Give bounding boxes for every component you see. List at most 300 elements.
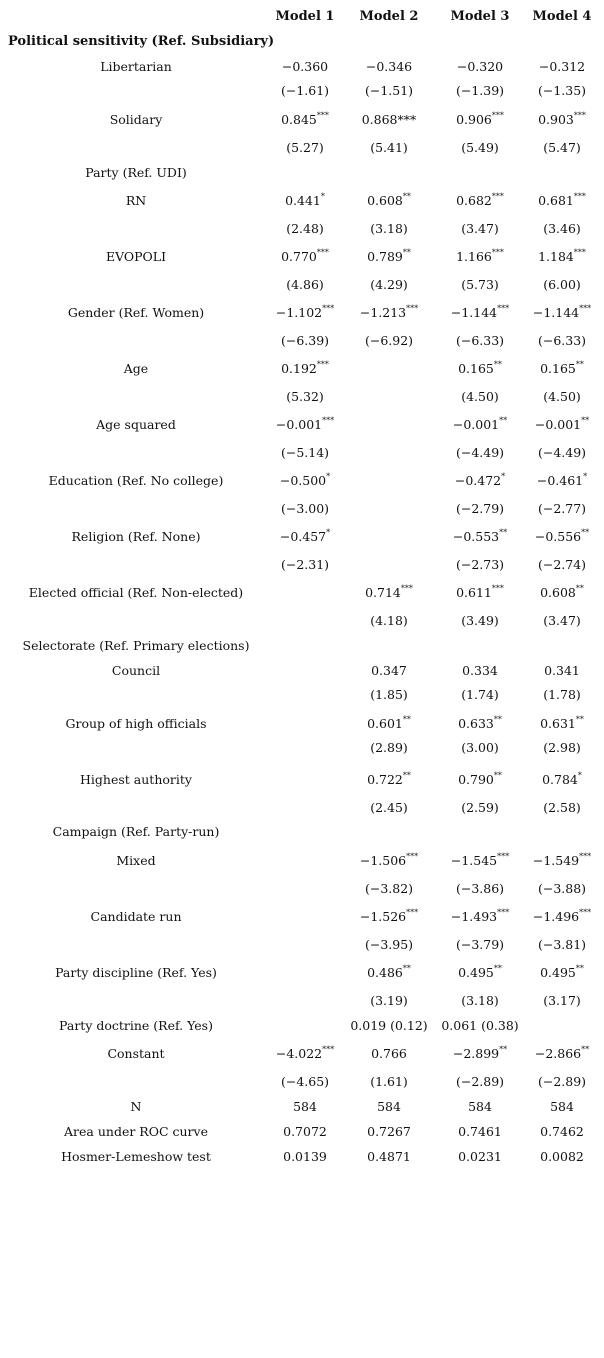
cell-value: (5.32) <box>286 389 324 404</box>
cell-value: −1.493 <box>450 909 498 924</box>
significance-stars: *** <box>322 416 335 425</box>
cell-value: 0.165 <box>540 361 576 376</box>
cell-value: −1.144 <box>532 305 580 320</box>
cell-model-3 <box>440 274 520 296</box>
cell-model-1 <box>265 246 345 268</box>
cell-value: (4.50) <box>543 389 581 404</box>
cell-model-4 <box>522 713 602 735</box>
cell-model-3 <box>440 713 520 735</box>
cell-model-4 <box>522 582 602 604</box>
cell-model-3 <box>440 797 520 819</box>
cell-model-4 <box>522 80 602 102</box>
significance-stars: *** <box>579 304 592 313</box>
cell-value: 0.722 <box>367 772 403 787</box>
cell-model-4 <box>522 218 602 240</box>
table-row <box>0 660 604 682</box>
cell-value: (5.41) <box>370 140 408 155</box>
cell-value: (2.59) <box>461 800 499 815</box>
cell-value: −4.022 <box>275 1046 323 1061</box>
header-row <box>0 6 604 28</box>
cell-value: (1.61) <box>370 1074 408 1089</box>
cell-model-2 <box>349 1146 429 1168</box>
cell-value: (−4.49) <box>455 445 505 460</box>
cell-model-2 <box>349 660 429 682</box>
cell-value: 584 <box>550 1099 574 1114</box>
cell-model-1 <box>265 1071 345 1093</box>
variable-label: RN <box>125 193 147 208</box>
cell-value: (−2.73) <box>455 557 505 572</box>
variable-label: Gender (Ref. Women) <box>67 305 205 320</box>
cell-model-2 <box>349 1015 429 1037</box>
significance-stars: *** <box>406 852 419 861</box>
cell-model-4 <box>522 1096 602 1118</box>
significance-stars: *** <box>579 908 592 917</box>
cell-value: (3.19) <box>370 993 408 1008</box>
cell-value: 0.7072 <box>283 1124 327 1139</box>
cell-value: 0.441 <box>285 193 321 208</box>
cell-value: 0.347 <box>371 663 407 678</box>
cell-value: −0.312 <box>538 59 586 74</box>
variable-label: Mixed <box>116 853 156 868</box>
cell-value: (−2.74) <box>537 557 587 572</box>
cell-value: 0.903 <box>538 112 574 127</box>
cell-model-1 <box>265 137 345 159</box>
table-row <box>0 1043 604 1065</box>
cell-model-2 <box>349 1043 429 1065</box>
cell-value: 0.784 <box>542 772 578 787</box>
cell-value: 0.7267 <box>367 1124 411 1139</box>
table-row <box>0 498 604 520</box>
cell-model-2 <box>349 246 429 268</box>
cell-model-2 <box>349 56 429 78</box>
cell-model-4 <box>522 246 602 268</box>
cell-value: (1.78) <box>543 687 581 702</box>
cell-model-2 <box>349 797 429 819</box>
cell-value: −1.549 <box>532 853 580 868</box>
cell-model-3 <box>440 442 520 464</box>
significance-stars: *** <box>579 852 592 861</box>
cell-value: −1.102 <box>275 305 323 320</box>
cell-value: 0.631 <box>540 716 576 731</box>
significance-stars: *** <box>573 111 586 120</box>
cell-model-1 <box>265 498 345 520</box>
table-row <box>0 31 604 53</box>
significance-stars: * <box>326 472 331 481</box>
cell-model-1 <box>265 274 345 296</box>
cell-model-4 <box>522 990 602 1012</box>
cell-model-4 <box>522 470 602 492</box>
cell-model-2 <box>349 878 429 900</box>
cell-value: (6.00) <box>543 277 581 292</box>
table-row <box>0 713 604 735</box>
cell-value: (5.49) <box>461 140 499 155</box>
variable-label: Council <box>111 663 161 678</box>
cell-model-4 <box>522 1043 602 1065</box>
cell-model-3 <box>440 302 520 324</box>
cell-model-3 <box>440 962 520 984</box>
cell-model-2 <box>349 990 429 1012</box>
cell-value: (−3.95) <box>364 937 414 952</box>
table-row <box>0 990 604 1012</box>
cell-value: (−6.39) <box>280 333 330 348</box>
cell-model-2 <box>349 109 429 131</box>
table-row <box>0 1071 604 1093</box>
cell-value: 0.770 <box>281 249 317 264</box>
significance-stars: *** <box>322 304 335 313</box>
cell-model-3 <box>440 582 520 604</box>
cell-value: −0.346 <box>365 59 413 74</box>
table-row <box>0 414 604 436</box>
variable-label: Group of high officials <box>65 716 207 731</box>
cell-value: −0.320 <box>456 59 504 74</box>
cell-value: −0.556 <box>534 529 582 544</box>
cell-value: (4.18) <box>370 613 408 628</box>
cell-model-3 <box>440 386 520 408</box>
cell-value: 0.789 <box>367 249 403 264</box>
cell-value: (−2.89) <box>537 1074 587 1089</box>
significance-stars: *** <box>497 908 510 917</box>
cell-model-4 <box>522 109 602 131</box>
cell-model-3 <box>440 80 520 102</box>
variable-label: Selectorate (Ref. Primary elections) <box>22 638 250 653</box>
cell-model-4 <box>522 526 602 548</box>
significance-stars: *** <box>573 248 586 257</box>
significance-stars: ** <box>402 192 411 201</box>
cell-value: 0.906 <box>456 112 492 127</box>
table-row <box>0 526 604 548</box>
table-row <box>0 109 604 131</box>
cell-value: (−4.49) <box>537 445 587 460</box>
header-model-2: Model 2 <box>359 9 419 24</box>
cell-model-1 <box>265 1121 345 1143</box>
cell-model-4 <box>522 737 602 759</box>
cell-value: (2.48) <box>286 221 324 236</box>
cell-model-2 <box>349 610 429 632</box>
cell-value: −1.144 <box>450 305 498 320</box>
cell-value: (2.98) <box>543 740 581 755</box>
cell-model-2 <box>349 684 429 706</box>
table-row <box>0 737 604 759</box>
cell-value: 0.633 <box>458 716 494 731</box>
cell-model-3 <box>440 137 520 159</box>
cell-model-3 <box>440 218 520 240</box>
cell-model-3 <box>440 414 520 436</box>
cell-model-2 <box>349 769 429 791</box>
variable-label: Libertarian <box>100 59 172 74</box>
cell-model-4 <box>522 610 602 632</box>
cell-value: (−3.86) <box>455 881 505 896</box>
table-row <box>0 850 604 872</box>
cell-model-4 <box>522 358 602 380</box>
cell-model-2 <box>349 713 429 735</box>
cell-value: 0.7461 <box>458 1124 502 1139</box>
cell-value: −1.526 <box>359 909 407 924</box>
cell-model-3 <box>440 684 520 706</box>
cell-value: (−3.82) <box>364 881 414 896</box>
cell-value: 0.019 (0.12) <box>350 1018 428 1033</box>
cell-model-4 <box>522 769 602 791</box>
cell-model-1 <box>265 330 345 352</box>
significance-stars: *** <box>491 248 504 257</box>
significance-stars: *** <box>497 852 510 861</box>
cell-value: (−3.79) <box>455 937 505 952</box>
cell-model-3 <box>440 190 520 212</box>
significance-stars: ** <box>575 964 584 973</box>
cell-value: (−2.89) <box>455 1074 505 1089</box>
table-row <box>0 1146 604 1168</box>
cell-model-4 <box>522 906 602 928</box>
significance-stars: *** <box>573 192 586 201</box>
cell-value: 0.868*** <box>361 112 417 127</box>
significance-stars: * <box>577 771 582 780</box>
cell-value: (−2.31) <box>280 557 330 572</box>
cell-value: (2.45) <box>370 800 408 815</box>
significance-stars: ** <box>581 1045 590 1054</box>
header-model-4: Model 4 <box>532 9 592 24</box>
cell-value: (−2.79) <box>455 501 505 516</box>
cell-value: (3.18) <box>370 221 408 236</box>
cell-model-1 <box>265 526 345 548</box>
cell-value: −0.553 <box>452 529 500 544</box>
cell-value: (−1.35) <box>537 83 587 98</box>
cell-value: (−6.92) <box>364 333 414 348</box>
significance-stars: *** <box>322 1045 335 1054</box>
cell-value: −1.213 <box>359 305 407 320</box>
table-row <box>0 934 604 956</box>
cell-model-1 <box>265 109 345 131</box>
cell-model-1 <box>265 358 345 380</box>
cell-value: 0.495 <box>540 965 576 980</box>
table-row <box>0 246 604 268</box>
cell-model-3 <box>440 1043 520 1065</box>
significance-stars: ** <box>499 416 508 425</box>
variable-label: Elected official (Ref. Non-elected) <box>28 585 244 600</box>
variable-label: Campaign (Ref. Party-run) <box>52 824 220 839</box>
variable-label: Constant <box>107 1046 165 1061</box>
significance-stars: ** <box>499 1045 508 1054</box>
significance-stars: ** <box>493 964 502 973</box>
cell-model-4 <box>522 190 602 212</box>
cell-model-2 <box>349 1096 429 1118</box>
cell-model-1 <box>265 414 345 436</box>
table-row <box>0 302 604 324</box>
table-row <box>0 137 604 159</box>
cell-model-4 <box>522 797 602 819</box>
cell-model-3 <box>440 850 520 872</box>
cell-value: (−3.81) <box>537 937 587 952</box>
cell-model-3 <box>440 906 520 928</box>
variable-label: Party discipline (Ref. Yes) <box>55 965 217 980</box>
cell-value: 0.0082 <box>540 1149 584 1164</box>
variable-label: EVOPOLI <box>105 249 167 264</box>
cell-value: (1.74) <box>461 687 499 702</box>
cell-value: (4.50) <box>461 389 499 404</box>
cell-model-1 <box>265 56 345 78</box>
significance-stars: * <box>501 472 506 481</box>
significance-stars: *** <box>316 360 329 369</box>
cell-value: (5.73) <box>461 277 499 292</box>
cell-value: (3.18) <box>461 993 499 1008</box>
cell-model-4 <box>522 554 602 576</box>
cell-model-4 <box>522 878 602 900</box>
cell-model-2 <box>349 1071 429 1093</box>
cell-value: 0.682 <box>456 193 492 208</box>
variable-label: Party doctrine (Ref. Yes) <box>59 1018 213 1033</box>
cell-value: −0.001 <box>275 417 323 432</box>
cell-value: 0.341 <box>544 663 580 678</box>
cell-value: −2.866 <box>534 1046 582 1061</box>
cell-model-2 <box>349 906 429 928</box>
cell-value: −0.461 <box>536 473 584 488</box>
table-row <box>0 684 604 706</box>
header-model-3: Model 3 <box>450 9 510 24</box>
variable-label: Party (Ref. UDI) <box>85 165 187 180</box>
cell-value: 0.486 <box>367 965 403 980</box>
significance-stars: *** <box>406 304 419 313</box>
significance-stars: ** <box>575 584 584 593</box>
significance-stars: * <box>583 472 588 481</box>
cell-value: (3.47) <box>543 613 581 628</box>
cell-value: (5.27) <box>286 140 324 155</box>
variable-label: Candidate run <box>90 909 182 924</box>
cell-model-2 <box>349 274 429 296</box>
cell-value: 0.681 <box>538 193 574 208</box>
table-row <box>0 1015 604 1037</box>
cell-model-2 <box>349 582 429 604</box>
cell-model-4 <box>522 1071 602 1093</box>
significance-stars: ** <box>402 715 411 724</box>
significance-stars: ** <box>575 360 584 369</box>
significance-stars: *** <box>491 584 504 593</box>
cell-model-3 <box>440 498 520 520</box>
cell-value: 0.4871 <box>367 1149 411 1164</box>
table-row <box>0 162 604 184</box>
cell-model-3 <box>440 109 520 131</box>
cell-model-1 <box>265 554 345 576</box>
cell-model-2 <box>349 934 429 956</box>
significance-stars: ** <box>575 715 584 724</box>
cell-model-3 <box>440 526 520 548</box>
cell-value: (3.17) <box>543 993 581 1008</box>
significance-stars: *** <box>491 111 504 120</box>
cell-model-4 <box>522 274 602 296</box>
significance-stars: ** <box>581 416 590 425</box>
table-row <box>0 442 604 464</box>
cell-model-3 <box>440 1146 520 1168</box>
table-row <box>0 190 604 212</box>
cell-model-4 <box>522 660 602 682</box>
cell-model-3 <box>440 554 520 576</box>
table-row <box>0 386 604 408</box>
cell-value: 0.766 <box>371 1046 407 1061</box>
table-row <box>0 610 604 632</box>
section-heading: Political sensitivity (Ref. Subsidiary) <box>8 34 275 49</box>
variable-label: Religion (Ref. None) <box>71 529 201 544</box>
cell-value: 0.714 <box>365 585 401 600</box>
cell-model-2 <box>349 737 429 759</box>
table-row <box>0 218 604 240</box>
variable-label: Education (Ref. No college) <box>48 473 224 488</box>
cell-value: 0.192 <box>281 361 317 376</box>
cell-value: (4.86) <box>286 277 324 292</box>
cell-value: 0.165 <box>458 361 494 376</box>
cell-model-2 <box>349 962 429 984</box>
cell-value: (−1.61) <box>280 83 330 98</box>
cell-model-4 <box>522 442 602 464</box>
variable-label: Solidary <box>109 112 163 127</box>
cell-value: 1.166 <box>456 249 492 264</box>
cell-model-3 <box>440 737 520 759</box>
cell-model-3 <box>440 990 520 1012</box>
significance-stars: *** <box>497 304 510 313</box>
table-row <box>0 1096 604 1118</box>
cell-model-2 <box>349 330 429 352</box>
cell-model-3 <box>440 769 520 791</box>
cell-value: (−3.88) <box>537 881 587 896</box>
cell-model-3 <box>440 1071 520 1093</box>
significance-stars: * <box>320 192 325 201</box>
cell-value: (4.29) <box>370 277 408 292</box>
cell-model-4 <box>522 414 602 436</box>
significance-stars: ** <box>402 771 411 780</box>
table-row <box>0 274 604 296</box>
cell-model-4 <box>522 498 602 520</box>
table-row <box>0 878 604 900</box>
cell-value: 0.334 <box>462 663 498 678</box>
cell-value: 0.790 <box>458 772 494 787</box>
cell-model-3 <box>440 1121 520 1143</box>
cell-value: −0.001 <box>534 417 582 432</box>
cell-model-4 <box>522 302 602 324</box>
header-model-1: Model 1 <box>275 9 335 24</box>
cell-value: 0.601 <box>367 716 403 731</box>
table-row <box>0 554 604 576</box>
cell-model-4 <box>522 934 602 956</box>
cell-model-3 <box>440 56 520 78</box>
cell-model-1 <box>265 386 345 408</box>
significance-stars: *** <box>491 192 504 201</box>
cell-model-3 <box>440 470 520 492</box>
cell-model-4 <box>522 1121 602 1143</box>
cell-value: (−4.65) <box>280 1074 330 1089</box>
variable-label: Highest authority <box>80 772 192 787</box>
variable-label: Hosmer-Lemeshow test <box>61 1149 211 1164</box>
cell-value: (−1.51) <box>364 83 414 98</box>
significance-stars: ** <box>493 771 502 780</box>
cell-value: −2.899 <box>452 1046 500 1061</box>
cell-value: −1.496 <box>532 909 580 924</box>
cell-value: −0.360 <box>281 59 329 74</box>
cell-value: 0.845 <box>281 112 317 127</box>
cell-model-2 <box>349 1121 429 1143</box>
cell-value: (−5.14) <box>280 445 330 460</box>
cell-model-1 <box>265 190 345 212</box>
cell-value: (3.00) <box>461 740 499 755</box>
table-row <box>0 797 604 819</box>
significance-stars: ** <box>581 528 590 537</box>
cell-model-3 <box>440 358 520 380</box>
cell-value: −1.506 <box>359 853 407 868</box>
cell-model-3 <box>440 660 520 682</box>
cell-model-4 <box>522 330 602 352</box>
cell-model-1 <box>265 1096 345 1118</box>
cell-model-2 <box>349 190 429 212</box>
table-row <box>0 80 604 102</box>
cell-model-1 <box>265 1146 345 1168</box>
table-row <box>0 769 604 791</box>
cell-model-1 <box>265 470 345 492</box>
cell-model-3 <box>440 610 520 632</box>
